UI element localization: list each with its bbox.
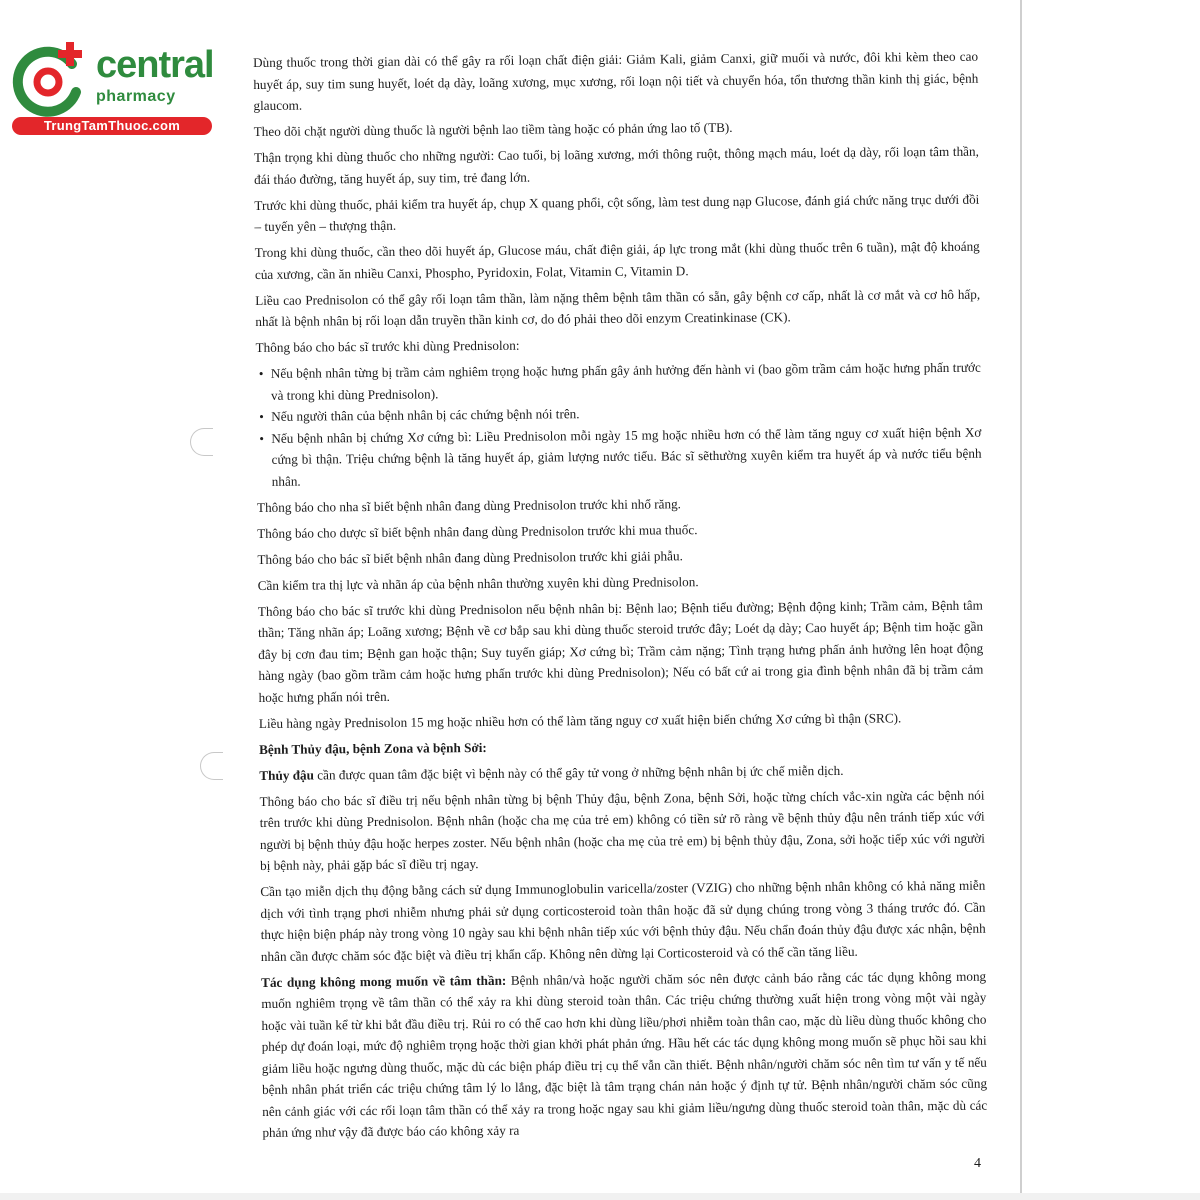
punch-hole-mark	[190, 428, 213, 456]
paragraph-text: cần được quan tâm đặc biệt vì bệnh này có thể gây tử vong ở những bệnh nhân bị ức chế miễn dịch.	[313, 762, 844, 782]
paragraph: Trong khi dùng thuốc, cần theo dõi huyết áp, Glucose máu, chất điện giải, áp lực trong mắt (khi dùng thuốc trên 6 tuần), mật độ khoáng của xương, cần ăn nhiều Canxi, Phospho, Pyridoxin, Folat, Vitamin C, Vitamin D.	[254, 238, 980, 282]
paragraph: Thông báo cho nha sĩ biết bệnh nhân đang dùng Prednisolon trước khi nhổ răng.	[256, 495, 681, 515]
paragraph: Thận trọng khi dùng thuốc cho những người: Cao tuổi, bị loãng xương, mới thông ruột, thông mạch máu, loét dạ dày, rối loạn tâm thần, đái tháo đường, tăng huyết áp, suy tim, trẻ đang lớn.	[253, 143, 979, 187]
paragraph	[261, 965, 987, 1143]
paragraph: Trước khi dùng thuốc, phải kiểm tra huyết áp, chụp X quang phổi, cột sống, làm test dung nạp Glucose, đánh giá chức năng trục dưới đồi – tuyến yên – thượng thận.	[254, 191, 980, 234]
bullet-list	[256, 357, 982, 492]
paragraph: Thông báo cho bác sĩ trước khi dùng Prednisolon:	[255, 337, 520, 355]
punch-hole-mark	[200, 752, 223, 780]
document-body	[253, 46, 988, 1148]
paragraph: Thông báo cho dược sĩ biết bệnh nhân đang dùng Prednisolon trước khi mua thuốc.	[257, 521, 698, 541]
paragraph: Cần kiểm tra thị lực và nhãn áp của bệnh nhân thường xuyên khi dùng Prednisolon.	[257, 573, 699, 593]
paragraph: Thông báo cho bác sĩ biết bệnh nhân đang dùng Prednisolon trước khi giải phẫu.	[257, 547, 683, 567]
paragraph: Liều cao Prednisolon có thể gây rối loạn tâm thần, làm nặng thêm bệnh tâm thần có sẵn, gây bệnh cơ cấp, nhất là cơ mắt và cơ hô hấp, nhất là bệnh nhân bị rối loạn dẫn truyền thần kinh cơ, do đó phải theo dõi enzym Creatinkinase (CK).	[255, 286, 981, 329]
page-number: 4	[974, 1156, 981, 1171]
paragraph: Thông báo cho bác sĩ điều trị nếu bệnh nhân từng bị bệnh Thủy đậu, bệnh Zona, bệnh Sởi, hoặc từng chích vắc-xin ngừa các bệnh nói trên trước khi dùng Prednisolon. Bệnh nhân (hoặc cha mẹ của trẻ em) không có tiền sử rõ ràng về bệnh thủy đậu nên tránh tiếp xúc với người bị bệnh thủy đậu hoặc herpes zoster. Nếu bệnh nhân (hoặc cha mẹ của trẻ em) bị bệnh thủy đậu, Zona, sởi hoặc tiếp xúc với người bị bệnh này, phải gặp bác sĩ điều trị ngay.	[259, 787, 985, 873]
bold-lead: Thủy đậu	[259, 766, 314, 783]
central-pharmacy-logo	[8, 36, 218, 140]
paragraph: Dùng thuốc trong thời gian dài có thể gây ra rối loạn chất điện giải: Giảm Kali, giảm Canxi, giữ muối và nước, đôi khi kèm theo cao huyết áp, suy tim sung huyết, loét dạ dày, loãng xương, mục xương, rối loạn nội tiết và chuyển hóa, tổn thương thần kinh thị giác, bệnh glaucom.	[253, 48, 979, 113]
list-item: • Nếu người thân của bệnh nhân bị các chứng bệnh nói trên.	[271, 400, 981, 428]
page-bottom-edge	[0, 1193, 1200, 1200]
paragraph: Theo dõi chặt người dùng thuốc là người bệnh lao tiềm tàng hoặc có phản ứng lao tố (TB).	[253, 119, 733, 139]
list-item: • Nếu bệnh nhân từng bị trầm cảm nghiêm trọng hoặc hưng phấn gây ảnh hưởng đến hành vi (bao gồm trầm cảm hoặc hưng phấn trước và trong khi dùng Prednisolon).	[271, 357, 981, 406]
paragraph	[259, 758, 984, 786]
section-heading: Bệnh Thủy đậu, bệnh Zona và bệnh Sởi:	[259, 739, 487, 757]
paragraph: Liều hàng ngày Prednisolon 15 mg hoặc nhiều hơn có thể làm tăng nguy cơ xuất hiện biến chứng Xơ cứng bì thận (SRC).	[258, 709, 902, 731]
paragraph: Cần tạo miễn dịch thụ động bằng cách sử dụng Immunoglobulin varicella/zoster (VZIG) cho những bệnh nhân không có khả năng miễn dịch với tình trạng phơi nhiễm nhưng phải sử dụng corticosteroid toàn thân hoặc đã sử dụng chúng trong vòng 3 tháng trước đó. Cần thực hiện biện pháp này trong vòng 10 ngày sau khi bệnh nhân tiếp xúc với bệnh thủy đậu. Nếu chẩn đoán thủy đậu được xác nhận, bệnh nhân cần được chăm sóc đặc biệt và điều trị khẩn cấp. Không nên dừng lại Corticosteroid và có thể cần tăng liều.	[260, 877, 986, 964]
logo-name: central	[96, 44, 214, 86]
paragraph-text: Bệnh nhân/và hoặc người chăm sóc nên được cảnh báo rằng các tác dụng không mong muốn nghiêm trọng về tâm thần có thể xảy ra khi dùng steroid toàn thân. Các triệu chứng thường xuất hiện trong vòng một vài ngày hoặc vài tuần kể từ khi bắt đầu điều trị. Rủi ro có thể cao hơn khi dùng liều/phơi nhiễm toàn thân cao, mặc dù liều dùng thuốc không cho phép dự đoán loại, mức độ nghiêm trọng hoặc thời gian khởi phát phản ứng. Hầu hết các tác dụng không mong muốn sẽ phục hồi sau khi giảm liều hoặc ngưng dùng thuốc, mặc dù các biện pháp điều trị cụ thể vẫn cần thiết. Bệnh nhân/người chăm sóc nên tìm tư vấn y tế nếu bệnh nhân phát triển các triệu chứng tâm lý lo lắng, đặc biệt là tâm trạng chán nản hoặc ý định tự tử. Bệnh nhân/người chăm sóc cũng nên cảnh giác với các rối loạn tâm thần có thể xảy ra trong hoặc ngay sau khi giảm liều/ngưng dùng thuốc steroid toàn thân, mặc dù các phản ứng như vậy đã được báo cáo không xảy ra	[261, 968, 988, 1140]
pharmacy-cross-icon	[10, 38, 90, 118]
bold-lead: Tác dụng không mong muốn về tâm thần:	[261, 972, 507, 990]
list-item: • Nếu bệnh nhân bị chứng Xơ cứng bì: Liều Prednisolon mỗi ngày 15 mg hoặc nhiều hơn có thể làm tăng nguy cơ xuất hiện bệnh Xơ cứng bì thận. Triệu chứng bệnh là tăng huyết áp, giảm lượng nước tiểu. Bác sĩ sẽthường xuyên kiểm tra huyết áp và nước tiểu bệnh nhân.	[271, 421, 982, 492]
page-edge-line	[1020, 0, 1022, 1200]
paragraph: Thông báo cho bác sĩ trước khi dùng Prednisolon nếu bệnh nhân bị: Bệnh lao; Bệnh tiểu đường; Bệnh động kinh; Trầm cảm, Bệnh tâm thần; Tăng nhãn áp; Loãng xương; Bệnh về cơ bắp sau khi dùng thuốc steroid trước đây; Loét dạ dày; Cao huyết áp; Bệnh tim hoặc gần đây bị cơn đau tim; Bệnh gan hoặc thận; Suy tuyến giáp; Xơ cứng bì; Trầm cảm nặng; Tình trạng hưng phấn ảnh hưởng lên hoạt động hàng ngày (bao gồm trầm cảm hoặc hưng phấn trước khi dùng Prednisolon); Nếu có bất cứ ai trong gia đình bệnh nhân đã bị trầm cảm hoặc hưng phấn nói trên.	[257, 597, 984, 705]
logo-website: TrungTamThuoc.com	[12, 117, 212, 135]
logo-subtitle: pharmacy	[96, 88, 176, 105]
